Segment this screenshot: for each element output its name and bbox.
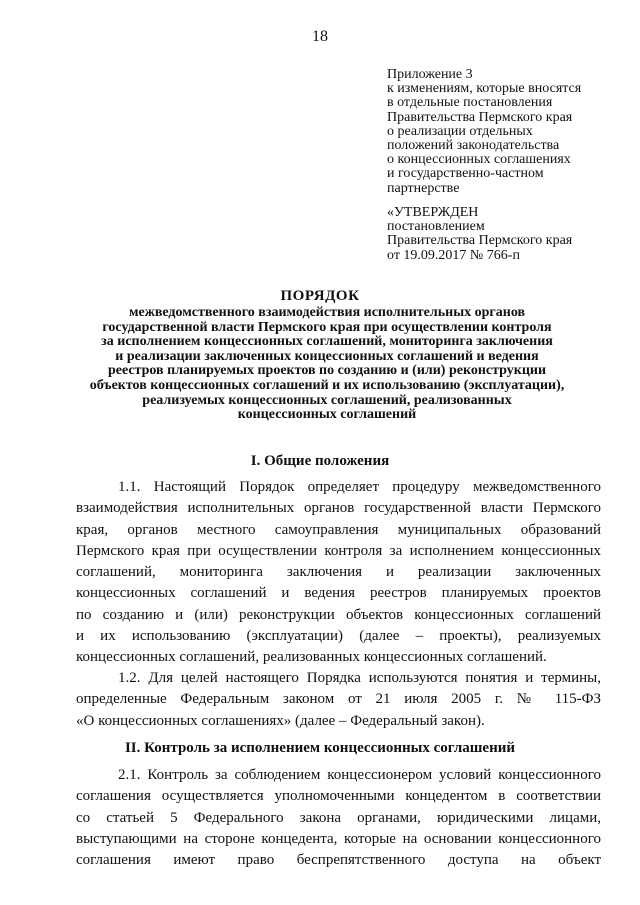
paragraph-line: «О концессионных соглашениях» (далее – Федеральный закон). xyxy=(76,712,485,729)
paragraph-line: концессионных соглашений, реализованных концессионных соглашений. xyxy=(76,649,547,666)
paragraph-1-2 xyxy=(76,668,601,732)
paragraph-line: Пермского края при осуществлении контроля за исполнением концессионных xyxy=(76,542,601,559)
subtitle-line: объектов концессионных соглашений и их использованию (эксплуатации), xyxy=(89,377,565,393)
paragraph-line: 1.2. Для целей настоящего Порядка используются понятия и термины, xyxy=(118,670,601,686)
appendix-line: о концессионных соглашениях xyxy=(387,152,571,168)
paragraph-line: края, органов местного самоуправления муниципальных образований xyxy=(76,521,601,538)
subtitle-line: концессионных соглашений xyxy=(237,407,417,423)
appendix-line: партнерстве xyxy=(387,180,460,196)
document-title: ПОРЯДОК xyxy=(280,288,360,304)
appendix-line: о реализации отдельных xyxy=(387,123,533,139)
paragraph-line: 2.1. Контроль за соблюдением концессионером условий концессионного xyxy=(118,767,601,783)
subtitle-line: реализуемых концессионных соглашений, реализованных xyxy=(142,392,512,408)
appendix-line: Правительства Пермского края xyxy=(387,109,573,125)
approved-line: Правительства Пермского края xyxy=(387,233,573,249)
approval-stamp-text xyxy=(387,206,632,263)
paragraph-line: соглашения осуществляется уполномоченными концедентом в соответствии xyxy=(76,788,601,805)
approved-line: от 19.09.2017 № 766-п xyxy=(387,247,520,263)
paragraph-line: по созданию и (или) реконструкции объектов концессионных соглашений xyxy=(76,606,601,623)
subtitle-line: межведомственного взаимодействия исполнительных органов xyxy=(128,305,526,320)
appendix-note xyxy=(387,68,632,196)
paragraph-line: и их использованию (эксплуатации) (далее – проекты), реализуемых xyxy=(76,628,601,645)
subtitle-line: и реализации заключенных концессионных соглашений и ведения xyxy=(115,348,539,364)
paragraph-2-1 xyxy=(76,765,601,871)
section-heading-general: I. Общие положения xyxy=(250,453,390,469)
page-number: 18 xyxy=(312,28,328,45)
section-heading-control: II. Контроль за исполнением концессионных соглашений xyxy=(124,740,516,756)
subtitle-line: реестров планируемых проектов по созданию и (или) реконструкции xyxy=(107,363,547,379)
paragraph-line: концессионных соглашений и ведения реестров планируемых проектов xyxy=(76,585,601,602)
paragraph-line: выступающими на стороне концедента, которые на основании концессионного xyxy=(76,830,601,847)
appendix-line: положений законодательства xyxy=(387,138,560,154)
document-subtitle xyxy=(78,306,576,423)
approved-line: «УТВЕРЖДЕН xyxy=(387,205,479,220)
appendix-line: к изменениям, которые вносятся xyxy=(387,81,582,97)
paragraph-line: взаимодействия исполнительных органов государственной власти Пермского xyxy=(76,500,601,517)
appendix-line: Приложение 3 xyxy=(387,67,473,82)
paragraph-line: соглашения имеют право беспрепятственного доступа на объект xyxy=(76,852,601,869)
paragraph-line: 1.1. Настоящий Порядок определяет процедуру межведомственного xyxy=(118,479,601,495)
subtitle-line: государственной власти Пермского края при осуществлении контроля xyxy=(102,319,552,335)
paragraph-line: определенные Федеральным законом от 21 июля 2005 г. № 115-ФЗ xyxy=(76,691,601,708)
approved-line: постановлением xyxy=(387,219,485,235)
paragraph-1-1 xyxy=(76,477,601,669)
paragraph-line: со статьей 5 Федерального закона органами, юридическими лицами, xyxy=(76,809,601,826)
appendix-line: в отдельные постановления xyxy=(387,95,553,111)
subtitle-line: за исполнением концессионных соглашений, мониторинга заключения xyxy=(101,334,553,350)
paragraph-line: соглашений, мониторинга заключения и реализации заключенных xyxy=(76,564,601,581)
appendix-line: и государственно-частном xyxy=(387,166,544,182)
